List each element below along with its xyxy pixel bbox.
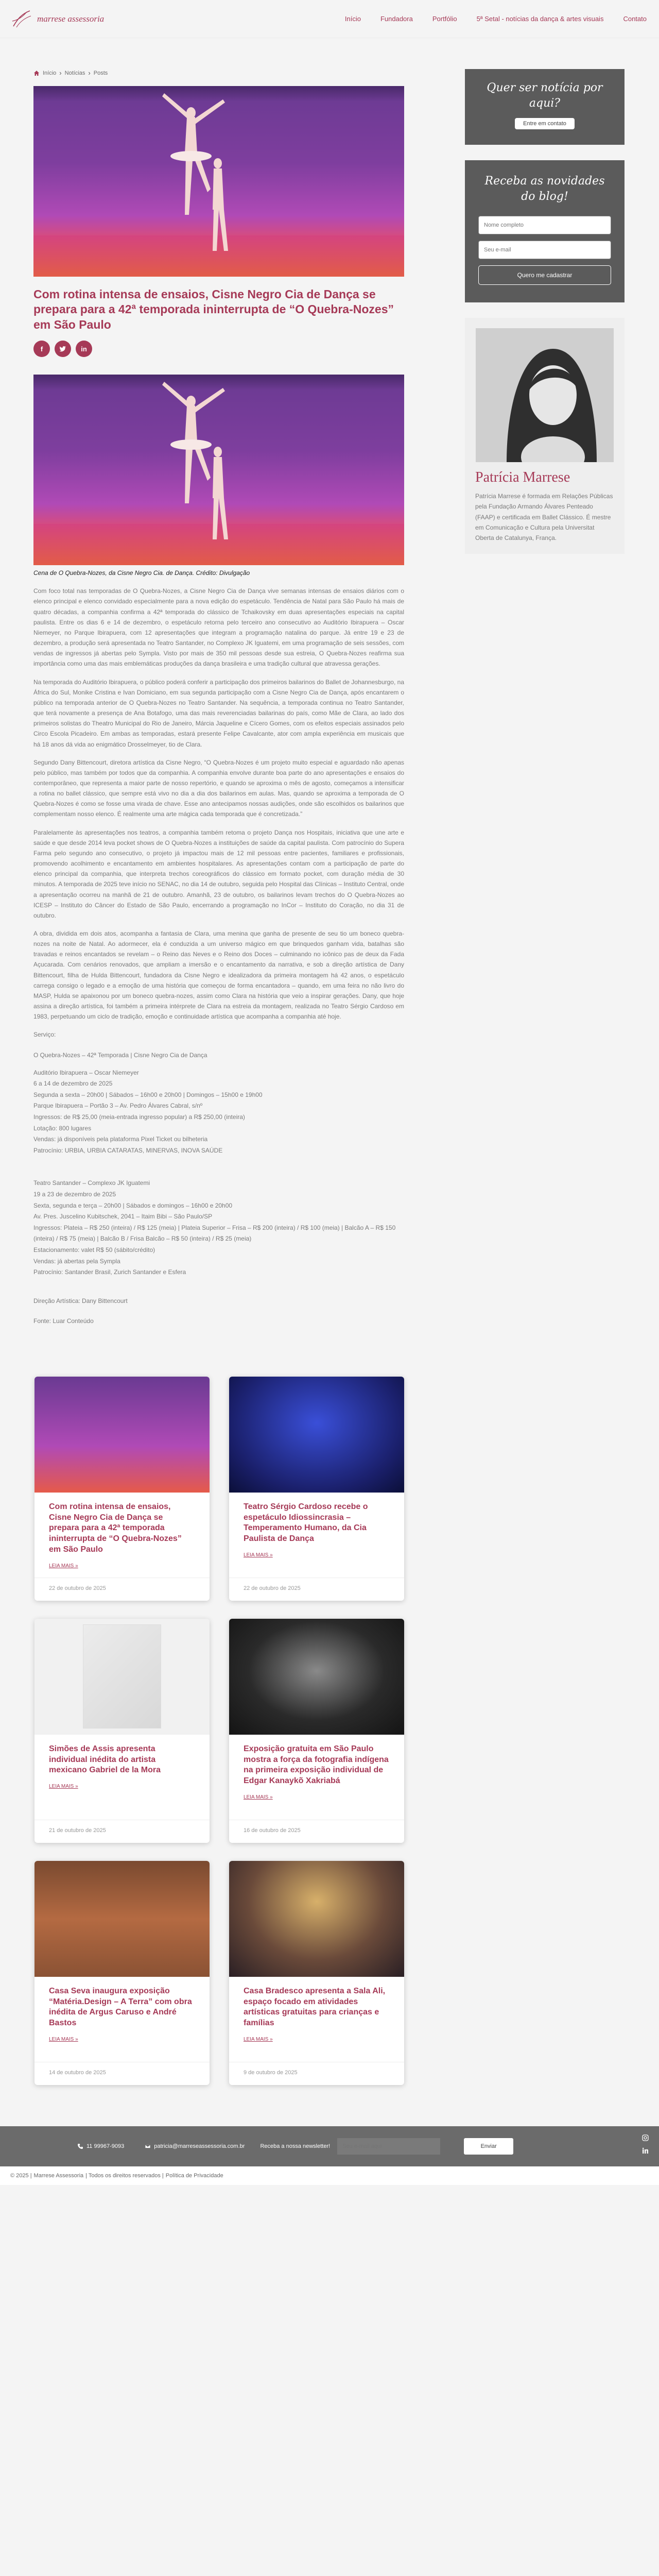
author-photo <box>476 328 614 462</box>
mail-icon <box>145 2143 151 2149</box>
article-source: Fonte: Luar Conteúdo <box>33 1317 94 1325</box>
read-more-link[interactable]: LEIA MAIS » <box>49 2037 78 2043</box>
breadcrumb-inicio[interactable]: Início <box>43 70 57 76</box>
sidebar <box>465 69 625 1336</box>
service-santander: Teatro Santander – Complexo JK Iguatemi 19 a 23 de dezembro de 2025 Sexta, segunda e terça – 20h00 | Sábados e domingos – 16h00 e 20h00 Av. Pres. Juscelino Kubitschek, 2041 – Itaim Bibi – São Paulo/SP Ingressos: Plateia – R$ 250 (inteira) / R$ 125 (meia) | Plateia Superior – Frisa – R$ 200 (inteira) / R$ 100 (meia) | Balcão A – R$ 150 (inteira) / R$ 75 (meia) | Balcão B / Frisa Balcão – R$ 50 (inteira) / R$ 25 (meia) Estacionamento: valet R$ 50 (sábito/crédito) Vendas: já abertas pela Sympla Patrocínio: Santander Brasil, Zurich Santander e Esfera <box>33 1179 396 1276</box>
service-ibirapuera: O Quebra-Nozes – 42ª Temporada | Cisne Negro Cia de Dança Auditório Ibirapuera – Oscar Niemeyer 6 a 14 de dezembro de 2025 Segunda a sexta – 20h00 | Sábados – 16h00 e 20h00 | Domingos – 15h00 e 19h00 Parque Ibirapuera – Portão 3 – Av. Pedro Álvares Cabral, s/nº Ingressos: de R$ 25,00 (meia-entrada ingresso popular) a R$ 250,00 (inteira) Lotação: 800 lugares Vendas: já disponíveis pela plataforma Pixel Ticket ou bilheteria Patrocínio: URBIA, URBIA CATARATAS, MINERVAS, INOVA SAÚDE <box>33 1052 263 1154</box>
related-post-card[interactable] <box>229 1377 404 1601</box>
article-body <box>33 586 404 1327</box>
footer-email[interactable]: patricia@marreseassessoria.com.br <box>145 2143 245 2149</box>
artistic-direction: Direção Artística: Dany Bittencourt <box>33 1297 128 1304</box>
related-post-card[interactable] <box>34 1377 210 1601</box>
read-more-link[interactable]: LEIA MAIS » <box>244 1552 273 1558</box>
article-paragraph: Com foco total nas temporadas de O Quebra-Nozes, a Cisne Negro Cia de Dança vive semanas intensas de ensaios diários com o elenco principal e elenco convidado especialmente para a nova edição do espetáculo. Tendência de Natal para São Paulo há mais de quatro décadas, a companhia confirma a 42ª temporada do clássico de Tchaikovsky em duas apresentações especiais na capital paulista. Entre os dias 6 e 14 de dezembro, o espetáculo retorna pelo terceiro ano consecutivo ao Auditório Ibirapuera – Oscar Niemeyer, no Parque Ibirapuera, com 12 apresentações que integram a programação natalina do parque. Já entre 19 e 23 de dezembro, a produção será apresentada no Teatro Santander, no Complexo JK Iguatemi, em uma programação de seis sessões, com vendas de ingressos já abertas pelo Sympla. Visto por mais de 350 mil pessoas desde sua estreia, O Quebra-Nozes reafirma sua importância como uma das mais emblemáticas produções da dança brasileira e uma tradição cultural que atravessa gerações. <box>33 587 404 668</box>
nav-portfolio[interactable]: Portfólio <box>432 15 457 23</box>
nav-inicio[interactable]: Início <box>344 15 361 23</box>
footer-newsletter-label: Receba a nossa newsletter! <box>260 2143 331 2149</box>
site-footer <box>0 2126 659 2166</box>
copyright-bar: © 2025 | Marrese Assessoria | Todos os direitos reservados | Política de Privacidade <box>0 2166 659 2185</box>
article-paragraph: Na temporada do Auditório Ibirapuera, o público poderá conferir a participação dos primeiros bailarinos do Ballet de Johannesburgo, na África do Sul, Monike Cristina e Ivan Domiciano, em sua segunda participação com a Cisne Negro Cia de Dança, após encantarem o público na temporada anterior de O Quebra-Nozes no Teatro Santander. Na sequência, a temporada continua no Teatro Santander, que terá novamente a presença de Ana Botafogo, uma das mais reverenciadas bailarinas do país, como Mãe de Clara, ao lado dos primeiros solistas do Theatro Municipal do Rio de Janeiro, Márcia Jaqueline e Cícero Gomes, com os efeitos especiais assinados pelo Circo Escola Picadeiro. Em ambas as temporadas, estará presente Felipe Cavalcante, ator com ampla experiência em musicais que há 18 anos dá vida ao enigmático Drosselmeyer, tio de Clara. <box>33 678 404 748</box>
nav-contato[interactable]: Contato <box>623 15 647 23</box>
twitter-icon[interactable] <box>55 341 71 357</box>
logo-text: marrese assessoria <box>37 13 105 24</box>
logo-icon <box>10 9 33 29</box>
site-header <box>0 0 659 38</box>
post-thumbnail <box>34 1619 210 1735</box>
facebook-icon[interactable]: f <box>33 341 50 357</box>
home-icon <box>33 70 40 76</box>
chevron-right-icon: › <box>59 69 62 77</box>
post-thumbnail <box>34 1377 210 1493</box>
breadcrumb <box>33 69 404 77</box>
post-title: Com rotina intensa de ensaios, Cisne Negro Cia de Dança se prepara para a 42ª temporada ininterrupta de “O Quebra-Nozes” em São Paulo <box>33 287 394 331</box>
breadcrumb-noticias[interactable]: Notícias <box>64 70 85 76</box>
post-card-date: 22 de outubro de 2025 <box>244 1585 301 1591</box>
author-bio: Patrícia Marrese é formada em Relações Públicas pela Fundação Armando Álvares Penteado (FAAP) e certificada em Ballet Clássico. É mestre em Comunicação e Cultura pela Universitat Oberta de Catalunya, França. <box>475 492 613 542</box>
featured-image <box>33 86 404 277</box>
copyright-link-marrese[interactable]: Marrese Assessoria <box>33 2172 84 2179</box>
related-post-card[interactable] <box>229 1619 404 1843</box>
featured-cta-card <box>465 69 625 145</box>
image-caption: Cena de O Quebra-Nozes, da Cisne Negro Cia. de Dança. Crédito: Divulgação <box>33 569 250 577</box>
related-post-card[interactable] <box>34 1619 210 1843</box>
footer-socials <box>642 2134 649 2154</box>
author-card <box>465 318 625 554</box>
post-thumbnail <box>229 1619 404 1735</box>
main-nav <box>165 15 649 23</box>
phone-icon <box>77 2143 83 2149</box>
contact-button[interactable]: Entre em contato <box>515 118 575 129</box>
privacy-policy-link[interactable]: Política de Privacidade <box>165 2172 223 2179</box>
article-paragraph: Segundo Dany Bittencourt, diretora artística da Cisne Negro, “O Quebra-Nozes é um projeto muito especial e aguardado não apenas pelo público, mas também por todos que da companhia. A companhia envolve durante boa parte do ano apresentações e ensaios do contemporâneo, que representa a maior parte de nosso repertório, e quando se aproxima o mês de agosto, começamos a intensificar a rotina no ballet clássico, que sempre está vivo no dia a dia dos bailarinos em aulas. Mas, quando se aproxima a temporada de O Quebra-Nozes é como se fosse uma virada de chave. Esse ano antecipamos nossas audições, onde são escolhidos os bailarinos que complementam nosso elenco. É realmente uma arte mágica cada temporada que é concretizada.” <box>33 758 404 818</box>
post-card-title[interactable]: Exposição gratuita em São Paulo mostra a força da fotografia indígena na primeira exposição individual de Edgar Kanaykõ Xakriabá <box>244 1744 389 1786</box>
read-more-link[interactable]: LEIA MAIS » <box>244 2037 273 2043</box>
footer-send-button[interactable]: Enviar <box>464 2138 513 2155</box>
post-card-date: 9 de outubro de 2025 <box>244 2069 298 2076</box>
related-post-card[interactable] <box>229 1861 404 2085</box>
post-card-title[interactable]: Casa Bradesco apresenta a Sala Ali, espaço focado em atividades artísticas gratuitas para crianças e famílias <box>244 1986 386 2028</box>
footer-email-input[interactable] <box>337 2138 440 2155</box>
chevron-right-icon: › <box>88 69 91 77</box>
linkedin-icon[interactable] <box>642 2147 649 2154</box>
post-card-date: 16 de outubro de 2025 <box>244 1827 301 1834</box>
article-paragraph: A obra, dividida em dois atos, acompanha a fantasia de Clara, uma menina que ganha de presente de seu tio um boneco quebra-nozes na noite de Natal. Ao adormecer, ela é conduzida a um universo mágico em que brinquedos ganham vida, batalhas são travadas e reinos encantados se revelam – o Reino das Neves e o Reino dos Doces – culminando no icônico pas de deux da Fada Açucarada. Com cenários renovados, que ampliam a imersão e o encantamento da narrativa, e sob a direção artística de Dany Bittencourt, filha de Hulda Bittencourt, fundadora da Cisne Negro e idealizadora da primeira montagem há 42 anos, o espetáculo carrega consigo o legado e a emoção de uma história que começou de forma encantadora – quando, em uma feira no não livro do MASP, Hulda se apaixonou por um boneco quebra-nozes, assim como Clara na história que veio a inspirar gerações. Dany, que hoje assina a direção artística, foi também a primeira intérprete de Clara na estreia da montagem, realizada no Teatro Sérgio Cardoso em 1983, perpetuando um ciclo de tradição, emoção e continuidade artística que acompanha a companhia até hoje. <box>33 930 404 1021</box>
instagram-icon[interactable] <box>642 2134 649 2141</box>
main-content <box>33 69 404 1336</box>
article-image <box>33 375 404 565</box>
nav-fundadora[interactable]: Fundadora <box>380 15 413 23</box>
related-post-card[interactable] <box>34 1861 210 2085</box>
page-body <box>0 38 659 1336</box>
read-more-link[interactable]: LEIA MAIS » <box>49 1563 78 1569</box>
related-posts <box>0 1336 659 2085</box>
newsletter-title: Receba as novidades do blog! <box>484 175 605 204</box>
article-paragraph: Paralelamente às apresentações nos teatros, a companhia também retoma o projeto Dança nos Hospitais, iniciativa que une arte e saúde e que desde 2014 leva pocket shows de O Quebra-Nozes a instituições de saúde da capital paulista. Com patrocínio do Supera Farma pelo segundo ano consecutivo, o projeto já impactou mais de 12 mil pessoas entre pacientes, familiares e profissionais, promovendo acolhimento e encantamento em ambientes hospitalares. As apresentações contam com a participação de parte do elenco principal da companhia, que interpreta trechos coreográficos do clássico em formato pocket, com duração média de 30 minutos. A temporada de 2025 teve início no SENAC, no dia 14 de outubro, seguida pelo Hospital das Clínicas – Instituto Central, onde a apresentação ocorreu na manhã de 21 de outubro. Amanhã, 23 de outubro, os bailarinos levam trechos do O Quebra-Nozes ao ICESP – Instituto do Câncer do Estado de São Paulo, encerrando a programação no InCor – Instituto do Coração, no dia 31 de outubro. <box>33 828 404 919</box>
post-card-title[interactable]: Simões de Assis apresenta individual inédita do artista mexicano Gabriel de la Mora <box>49 1744 161 1775</box>
post-card-date: 21 de outubro de 2025 <box>49 1827 106 1834</box>
post-card-title[interactable]: Teatro Sérgio Cardoso recebe o espetáculo Idiossincrasia – Temperamento Humano, da Cia Paulista de Dança <box>244 1502 368 1544</box>
newsletter-email-input[interactable] <box>478 241 611 259</box>
services-heading: Serviço: <box>33 1031 56 1039</box>
featured-cta-title: Quer ser notícia por aqui? <box>487 81 603 110</box>
post-card-date: 14 de outubro de 2025 <box>49 2069 106 2076</box>
newsletter-name-input[interactable] <box>478 216 611 234</box>
post-card-date: 22 de outubro de 2025 <box>49 1585 106 1591</box>
share-buttons <box>33 341 404 357</box>
post-card-title[interactable]: Com rotina intensa de ensaios, Cisne Negro Cia de Dança se prepara para a 42ª temporada ininterrupta de “O Quebra-Nozes” em São Paulo <box>49 1502 182 1554</box>
author-name: Patrícia Marrese <box>475 469 570 485</box>
dancers-illustration <box>142 86 255 277</box>
read-more-link[interactable]: LEIA MAIS » <box>244 1794 273 1801</box>
newsletter-submit-button[interactable]: Quero me cadastrar <box>478 265 611 285</box>
linkedin-icon[interactable]: in <box>76 341 92 357</box>
post-card-title[interactable]: Casa Seva inaugura exposição “Matéria.Design – A Terra” com obra inédita de Argus Caruso e André Bastos <box>49 1986 192 2028</box>
post-thumbnail <box>229 1377 404 1493</box>
breadcrumb-posts: Posts <box>93 70 108 76</box>
site-logo[interactable] <box>10 9 165 29</box>
post-thumbnail <box>34 1861 210 1977</box>
post-thumbnail <box>229 1861 404 1977</box>
dancers-illustration <box>142 375 255 565</box>
read-more-link[interactable]: LEIA MAIS » <box>49 1784 78 1790</box>
footer-phone[interactable]: 11 99967-9093 <box>77 2143 124 2149</box>
nav-setal[interactable]: 5ª Setal - notícias da dança & artes visuais <box>476 15 604 23</box>
newsletter-card <box>465 160 625 302</box>
